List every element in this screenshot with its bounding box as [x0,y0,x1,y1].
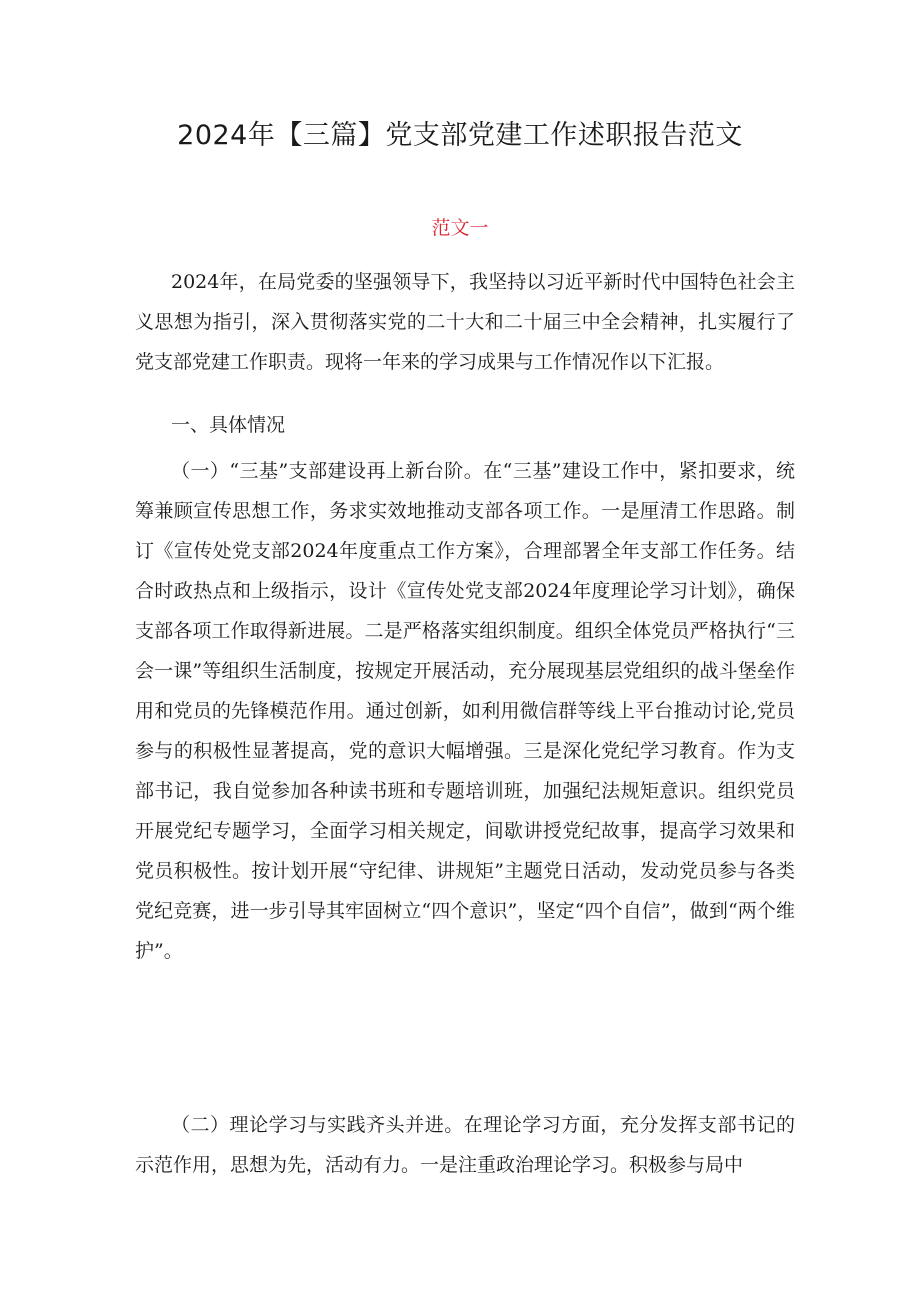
item-paragraph-1: （一）“三基”支部建设再上新台阶。在“三基”建设工作中，紧扣要求，统筹兼顾宣传思想工作，务求实效地推动支部各项工作。一是厘清工作思路。制订《宣传处党支部2024年度重点工作方案》，合理部署全年支部工作任务。结合时政热点和上级指示，设计《宣传处党支部2024年度理论学习计划》，确保支部各项工作取得新进展。二是严格落实组织制度。组织全体党员严格执行“三会一课”等组织生活制度，按规定开展活动，充分展现基层党组织的战斗堡垒作用和党员的先锋模范作用。通过创新，如利用微信群等线上平台推动讨论,党员参与的积极性显著提高，党的意识大幅增强。三是深化党纪学习教育。作为支部书记，我自觉参加各种读书班和专题培训班，加强纪法规矩意识。组织党员开展党纪专题学习，全面学习相关规定，间歇讲授党纪故事，提高学习效果和党员积极性。按计划开展“守纪律、讲规矩”主题党日活动，发动党员参与各类党纪竞赛，进一步引导其牢固树立“四个意识”，坚定“四个自信”，做到“两个维护”。 [135,460,795,962]
document-title: 2024年【三篇】党支部党建工作述职报告范文 [177,120,743,151]
section-label: 范文一 [431,217,489,239]
section-heading: 一、具体情况 [171,414,286,436]
intro-paragraph: 2024年，在局党委的坚强领导下，我坚持以习近平新时代中国特色社会主义思想为指引，深入贯彻落实党的二十大和二十届三中全会精神，扎实履行了党支部党建工作职责。现将一年来的学习成果与工作情况作以下汇报。 [135,271,795,373]
item-paragraph-2: （二）理论学习与实践齐头并进。在理论学习方面，充分发挥支部书记的示范作用，思想为先，活动有力。一是注重政治理论学习。积极参与局中 [135,1114,795,1176]
